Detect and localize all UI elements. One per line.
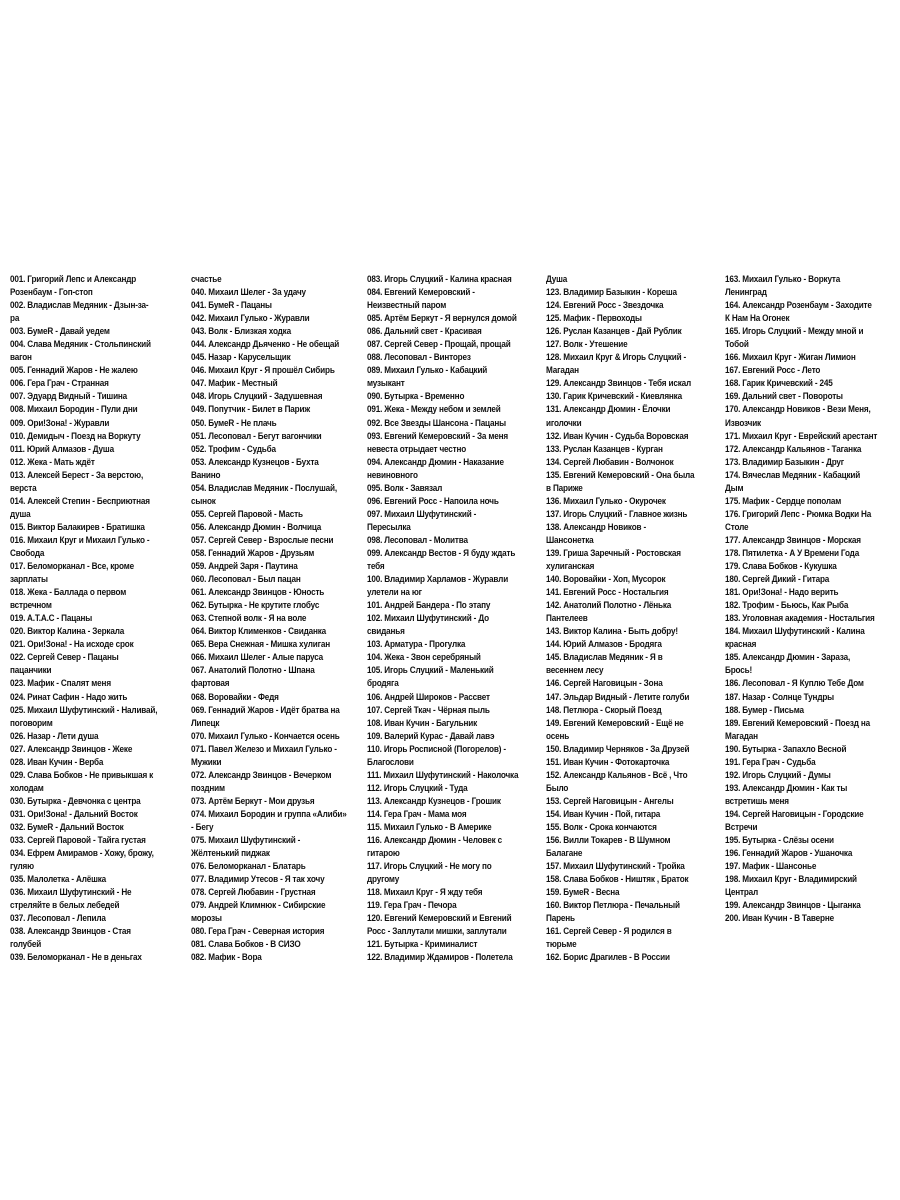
track-line: 130. Гарик Кричевский - Киевлянка — [546, 391, 682, 403]
track-line: Централ — [725, 887, 759, 899]
track-line: 062. Бутырка - Не крутите глобус — [191, 600, 320, 612]
track-line: 139. Гриша Заречный - Ростовская — [546, 547, 681, 559]
track-line: 018. Жека - Баллада о первом — [10, 587, 127, 599]
track-line: 044. Александр Дьяченко - Не обещай — [191, 339, 340, 351]
track-line: 179. Слава Бобков - Кукушка — [725, 561, 837, 573]
tracklist-column-3 — [367, 273, 518, 964]
track-line: 081. Слава Бобков - В СИЗО — [191, 939, 301, 951]
track-line: 056. Александр Дюмин - Волчица — [191, 521, 322, 533]
track-line: весеннем лесу — [546, 665, 604, 677]
track-line: 035. Малолетка - Алёшка — [10, 874, 107, 886]
track-line: 169. Дальний свет - Повороты — [725, 391, 843, 403]
track-line: 024. Ринат Сафин - Надо жить — [10, 691, 128, 703]
track-line: 158. Слава Бобков - Ништяк , Браток — [546, 874, 689, 886]
track-line: 073. Артём Беркут - Мои друзья — [191, 795, 315, 807]
track-line: 148. Петлюра - Скорый Поезд — [546, 704, 662, 716]
track-line: поздним — [191, 782, 225, 794]
track-line: бродяга — [367, 678, 399, 690]
track-line: Пересылка — [367, 521, 411, 533]
track-line: 019. A.T.A.C - Пацаны — [10, 613, 93, 625]
tracklist-column-2 — [191, 273, 347, 964]
track-line: 186. Лесоповал - Я Куплю Тебе Дом — [725, 678, 864, 690]
track-line: 132. Иван Кучин - Судьба Воровская — [546, 430, 689, 442]
track-line: 126. Руслан Казанцев - Дай Рублик — [546, 326, 682, 338]
track-line: Тобой — [725, 339, 749, 351]
track-line: 193. Александр Дюмин - Как ты — [725, 782, 848, 794]
track-line: 061. Александр Звинцов - Юность — [191, 587, 325, 599]
track-line: гитарою — [367, 848, 400, 860]
track-line: 048. Игорь Слуцкий - Задушевная — [191, 391, 323, 403]
track-line: 144. Юрий Алмазов - Бродяга — [546, 639, 662, 651]
track-line: 192. Игорь Слуцкий - Думы — [725, 769, 831, 781]
track-line: 123. Владимир Базыкин - Кореша — [546, 287, 677, 299]
track-line: 053. Александр Кузнецов - Бухта — [191, 456, 319, 468]
track-line: гуляю — [10, 861, 34, 873]
track-line: 004. Слава Медяник - Стольпинский — [10, 339, 151, 351]
track-line: 065. Вера Снежная - Мишка хулиган — [191, 639, 331, 651]
track-line: 141. Евгений Росс - Ностальгия — [546, 587, 669, 599]
track-line: Встречи — [725, 821, 758, 833]
track-line: Свобода — [10, 547, 45, 559]
track-line: Душа — [546, 274, 568, 285]
track-line: 120. Евгений Кемеровский и Евгений — [367, 913, 512, 925]
track-line: зарплаты — [10, 574, 48, 586]
track-line: 020. Виктор Калина - Зеркала — [10, 626, 125, 638]
track-line: 200. Иван Кучин - В Таверне — [725, 913, 834, 925]
track-line: фартовая — [191, 678, 230, 690]
track-line: 005. Геннадий Жаров - Не жалею — [10, 365, 138, 377]
track-line: Мужики — [191, 756, 222, 768]
track-line: 165. Игорь Слуцкий - Между мной и — [725, 326, 864, 338]
track-line: 171. Михаил Круг - Еврейский арестант — [725, 430, 878, 442]
track-line: 178. Пятилетка - А У Времени Года — [725, 547, 860, 559]
track-line: 136. Михаил Гулько - Окурочек — [546, 495, 666, 507]
track-line: 108. Иван Кучин - Багульник — [367, 717, 478, 729]
track-line: 063. Степной волк - Я на воле — [191, 613, 307, 625]
track-line: голубей — [10, 939, 42, 951]
track-line: 168. Гарик Кричевский - 245 — [725, 378, 833, 390]
track-line: 133. Руслан Казанцев - Курган — [546, 443, 663, 455]
track-line: 059. Андрей Заря - Паутина — [191, 561, 298, 573]
track-line: встречном — [10, 600, 52, 612]
track-line: 071. Павел Железо и Михаил Гулько - — [191, 743, 337, 755]
track-line: 034. Ефрем Амирамов - Хожу, брожу, — [10, 848, 154, 860]
track-line: 074. Михаил Бородин и группа «Алиби» — [191, 808, 347, 820]
track-line: 041. БумеR - Пацаны — [191, 300, 272, 312]
track-line: 113. Александр Кузнецов - Грошик — [367, 795, 501, 807]
track-line: 031. Ори!Зона! - Дальний Восток — [10, 808, 138, 820]
track-line: Пантелеев — [546, 613, 588, 625]
track-line: 052. Трофим - Судьба — [191, 443, 276, 455]
track-line: 078. Сергей Любавин - Грустная — [191, 887, 316, 899]
track-line: 198. Михаил Круг - Владимирский — [725, 874, 857, 886]
track-line: 068. Воровайки - Федя — [191, 691, 279, 703]
track-line: музыкант — [367, 378, 405, 390]
track-line: пацанчики — [10, 665, 52, 677]
track-line: 135. Евгений Кемеровский - Она была — [546, 469, 695, 481]
track-line: хулиганская — [546, 561, 595, 573]
track-line: 055. Сергей Паровой - Масть — [191, 508, 303, 520]
track-line: 188. Бумер - Письма — [725, 704, 804, 716]
track-line: 151. Иван Кучин - Фотокарточка — [546, 756, 670, 768]
track-line: Липецк — [191, 717, 220, 729]
track-line: 177. Александр Звинцов - Морская — [725, 534, 861, 546]
track-line: 033. Сергей Паровой - Тайга густая — [10, 835, 146, 847]
track-line: 163. Михаил Гулько - Воркута — [725, 274, 841, 285]
track-line: поговорим — [10, 717, 53, 729]
track-line: 051. Лесоповал - Бегут вагончики — [191, 430, 322, 442]
track-line: 111. Михаил Шуфутинский - Наколочка — [367, 769, 519, 781]
track-line: 162. Борис Драгилев - В России — [546, 952, 670, 964]
track-line: 180. Сергей Дикий - Гитара — [725, 574, 830, 586]
tracklist-column-1 — [10, 273, 157, 964]
track-line: 012. Жека - Мать ждёт — [10, 456, 95, 468]
track-line: 090. Бутырка - Временно — [367, 391, 465, 403]
track-line: 112. Игорь Слуцкий - Туда — [367, 782, 468, 794]
track-line: Ванино — [191, 469, 221, 481]
track-line: 194. Сергей Наговицын - Городские — [725, 808, 864, 820]
track-line: 110. Игорь Росписной (Погорелов) - — [367, 743, 506, 755]
track-line: 085. Артём Беркут - Я вернулся домой — [367, 313, 517, 325]
track-line: 128. Михаил Круг & Игорь Слуцкий - — [546, 352, 687, 364]
track-line: 047. Мафик - Местный — [191, 378, 278, 390]
track-line: 184. Михаил Шуфутинский - Калина — [725, 626, 865, 638]
track-line: Дым — [725, 482, 744, 494]
track-line: 183. Уголовная академия - Ностальгия — [725, 613, 875, 625]
track-line: 076. Беломорканал - Блатарь — [191, 861, 306, 873]
track-line: 038. Александр Звинцов - Стая — [10, 926, 131, 938]
track-line: Магадан — [546, 365, 579, 377]
track-line: Брось! — [725, 665, 753, 677]
track-line: 191. Гера Грач - Судьба — [725, 756, 816, 768]
track-line: 137. Игорь Слуцкий - Главное жизнь — [546, 508, 688, 520]
track-line: 087. Сергей Север - Прощай, прощай — [367, 339, 511, 351]
track-line: Магадан — [725, 730, 758, 742]
track-line: 150. Владимир Черняков - За Друзей — [546, 743, 690, 755]
track-line: 176. Григорий Лепс - Рюмка Водки На — [725, 508, 872, 520]
track-line: 175. Мафик - Сердце пополам — [725, 495, 842, 507]
tracklist-sheet — [10, 273, 890, 964]
track-line: Балагане — [546, 848, 583, 860]
track-line: 032. БумеR - Дальний Восток — [10, 821, 124, 833]
track-line: 091. Жека - Между небом и землей — [367, 404, 501, 416]
track-line: 187. Назар - Солнце Тундры — [725, 691, 834, 703]
track-line: 170. Александр Новиков - Вези Меня, — [725, 404, 871, 416]
track-line: 121. Бутырка - Криминалист — [367, 939, 478, 951]
track-line: 195. Бутырка - Слёзы осени — [725, 835, 834, 847]
track-line: 155. Волк - Срока кончаются — [546, 821, 657, 833]
track-line: сынок — [191, 495, 216, 507]
track-line: встретишь меня — [725, 795, 789, 807]
track-line: 030. Бутырка - Девчонка с центра — [10, 795, 141, 807]
track-line: 199. Александр Звинцов - Цыганка — [725, 900, 861, 912]
track-line: 134. Сергей Любавин - Волчонок — [546, 456, 674, 468]
track-line: 050. БумеR - Не плачь — [191, 417, 277, 429]
track-line: 097. Михаил Шуфутинский - — [367, 508, 477, 520]
track-line: 089. Михаил Гулько - Кабацкий — [367, 365, 488, 377]
track-line: 008. Михаил Бородин - Пули дни — [10, 404, 138, 416]
track-line: 138. Александр Новиков - — [546, 521, 647, 533]
track-line: Розенбаум - Гоп-стоп — [10, 287, 93, 299]
track-line: 189. Евгений Кемеровский - Поезд на — [725, 717, 870, 729]
track-line: 064. Виктор Клименков - Свиданка — [191, 626, 327, 638]
track-line: 083. Игорь Слуцкий - Калина красная — [367, 274, 512, 285]
track-line: 149. Евгений Кемеровский - Ещё не — [546, 717, 684, 729]
track-line: ра — [10, 313, 20, 325]
track-line: 181. Ори!Зона! - Надо верить — [725, 587, 839, 599]
track-line: 161. Сергей Север - Я родился в — [546, 926, 672, 938]
track-line: 096. Евгений Росс - Напоила ночь — [367, 495, 499, 507]
track-line: 079. Андрей Климнюк - Сибирские — [191, 900, 326, 912]
track-line: 040. Михаил Шелег - За удачу — [191, 287, 306, 299]
track-line: 159. БумеR - Весна — [546, 887, 620, 899]
track-line: 057. Сергей Север - Взрослые песни — [191, 534, 334, 546]
track-line: 182. Трофим - Бьюсь, Как Рыба — [725, 600, 849, 612]
track-line: 117. Игорь Слуцкий - Не могу по — [367, 861, 492, 873]
track-line: 060. Лесоповал - Был пацан — [191, 574, 301, 586]
track-line: Неизвестный паром — [367, 300, 447, 312]
track-line: 028. Иван Кучин - Верба — [10, 756, 104, 768]
track-line: 160. Виктор Петлюра - Печальный — [546, 900, 680, 912]
track-line: другому — [367, 874, 400, 886]
track-line: К Нам На Огонек — [725, 313, 790, 325]
track-line: 042. Михаил Гулько - Журавли — [191, 313, 310, 325]
track-line: 145. Владислав Медяник - Я в — [546, 652, 663, 664]
track-line: 003. БумеR - Давай уедем — [10, 326, 110, 338]
track-line: Жёлтенький пиджак — [191, 848, 270, 860]
track-line: 131. Александр Дюмин - Ёлочки — [546, 404, 671, 416]
track-line: 164. Александр Розенбаум - Заходите — [725, 300, 872, 312]
track-line: 094. Александр Дюмин - Наказание — [367, 456, 504, 468]
track-line: 026. Назар - Лети душа — [10, 730, 99, 742]
track-line: тебя — [367, 561, 385, 573]
track-line: стреляйте в белых лебедей — [10, 900, 120, 912]
track-line: Было — [546, 782, 569, 794]
track-line: осень — [546, 730, 570, 742]
track-line: - Бегу — [191, 821, 214, 833]
track-line: свиданья — [367, 626, 405, 638]
track-line: 153. Сергей Наговицын - Ангелы — [546, 795, 674, 807]
track-line: 036. Михаил Шуфутинский - Не — [10, 887, 132, 899]
track-line: 015. Виктор Балакирев - Братишка — [10, 521, 145, 533]
track-line: 007. Эдуард Видный - Тишина — [10, 391, 128, 403]
track-line: 006. Гера Грач - Странная — [10, 378, 109, 390]
track-line: 197. Мафик - Шансонье — [725, 861, 817, 873]
track-line: 101. Андрей Бандера - По этапу — [367, 600, 491, 612]
track-line: 045. Назар - Карусельщик — [191, 352, 291, 364]
track-line: 093. Евгений Кемеровский - За меня — [367, 430, 508, 442]
track-line: 002. Владислав Медяник - Дзын-за- — [10, 300, 149, 312]
track-line: 142. Анатолий Полотно - Лёнька — [546, 600, 672, 612]
track-line: 146. Сергей Наговицын - Зона — [546, 678, 663, 690]
track-line: 037. Лесоповал - Лепила — [10, 913, 106, 925]
track-line: 054. Владислав Медяник - Послушай, — [191, 482, 337, 494]
track-line: 067. Анатолий Полотно - Шпана — [191, 665, 315, 677]
track-line: 023. Мафик - Спалят меня — [10, 678, 111, 690]
track-line: 157. Михаил Шуфутинский - Тройка — [546, 861, 685, 873]
track-line: 114. Гера Грач - Мама моя — [367, 808, 467, 820]
track-line: Столе — [725, 521, 749, 533]
track-line: красная — [725, 639, 757, 651]
track-line: 118. Михаил Круг - Я жду тебя — [367, 887, 483, 899]
track-line: 105. Игорь Слуцкий - Маленький — [367, 665, 494, 677]
track-line: невиновного — [367, 469, 418, 481]
track-line: 100. Владимир Харламов - Журавли — [367, 574, 509, 586]
track-line: 196. Геннадий Жаров - Ушаночка — [725, 848, 853, 860]
track-line: 116. Александр Дюмин - Человек с — [367, 835, 502, 847]
track-line: 099. Александр Вестов - Я буду ждать — [367, 547, 516, 559]
track-line: 129. Александр Звинцов - Тебя искал — [546, 378, 692, 390]
track-line: 014. Алексей Степин - Бесприютная — [10, 495, 150, 507]
track-line: 086. Дальний свет - Красивая — [367, 326, 482, 338]
track-line: Росс - Заплутали мишки, заплутали — [367, 926, 507, 938]
track-line: 103. Арматура - Прогулка — [367, 639, 466, 651]
track-line: 109. Валерий Курас - Давай лавэ — [367, 730, 495, 742]
track-line: 075. Михаил Шуфутинский - — [191, 835, 301, 847]
tracklist-column-4 — [546, 273, 694, 964]
track-line: вагон — [10, 352, 32, 364]
track-line: счастье — [191, 274, 222, 285]
track-line: морозы — [191, 913, 222, 925]
track-line: 167. Евгений Росс - Лето — [725, 365, 821, 377]
track-line: в Париже — [546, 482, 583, 494]
track-line: 001. Григорий Лепс и Александр — [10, 274, 137, 285]
track-line: 185. Александр Дюмин - Зараза, — [725, 652, 851, 664]
track-line: Ленинград — [725, 287, 767, 299]
track-line: 124. Евгений Росс - Звездочка — [546, 300, 664, 312]
track-line: 043. Волк - Близкая ходка — [191, 326, 291, 338]
track-line: 084. Евгений Кемеровский - — [367, 287, 475, 299]
track-line: 011. Юрий Алмазов - Душа — [10, 443, 114, 455]
track-line: 122. Владимир Ждамиров - Полетела — [367, 952, 513, 964]
track-line: 016. Михаил Круг и Михаил Гулько - — [10, 534, 150, 546]
track-line: 154. Иван Кучин - Пой, гитара — [546, 808, 661, 820]
track-line: 172. Александр Кальянов - Таганка — [725, 443, 862, 455]
track-line: Шансонетка — [546, 534, 594, 546]
tracklist-column-5 — [725, 273, 877, 925]
track-line: 027. Александр Звинцов - Жеке — [10, 743, 133, 755]
track-line: 174. Вячеслав Медяник - Кабацкий — [725, 469, 861, 481]
track-line: душа — [10, 508, 31, 520]
track-line: 009. Ори!Зона! - Журавли — [10, 417, 110, 429]
track-line: 107. Сергей Ткач - Чёрная пыль — [367, 704, 490, 716]
track-line: верста — [10, 482, 37, 494]
track-line: 127. Волк - Утешение — [546, 339, 628, 351]
track-line: 025. Михаил Шуфутинский - Наливай, — [10, 704, 158, 716]
track-line: 082. Мафик - Вора — [191, 952, 262, 964]
track-line: 021. Ори!Зона! - На исходе срок — [10, 639, 134, 651]
track-line: 104. Жека - Звон серебряный — [367, 652, 481, 664]
track-line: 190. Бутырка - Запахло Весной — [725, 743, 847, 755]
track-line: 046. Михаил Круг - Я прошёл Сибирь — [191, 365, 335, 377]
track-line: 010. Демидыч - Поезд на Воркуту — [10, 430, 141, 442]
track-line: 069. Геннадий Жаров - Идёт братва на — [191, 704, 340, 716]
track-line: Извозчик — [725, 417, 761, 429]
track-line: 115. Михаил Гулько - В Америке — [367, 821, 492, 833]
track-line: 143. Виктор Калина - Быть добру! — [546, 626, 678, 638]
track-line: 077. Владимир Утесов - Я так хочу — [191, 874, 325, 886]
track-line: Благослови — [367, 756, 414, 768]
track-line: 017. Беломорканал - Все, кроме — [10, 561, 134, 573]
track-line: 080. Гера Грач - Северная история — [191, 926, 325, 938]
track-line: 013. Алексей Берест - За верстою, — [10, 469, 144, 481]
track-line: 119. Гера Грач - Печора — [367, 900, 457, 912]
track-line: 095. Волк - Завязал — [367, 482, 443, 494]
track-line: 088. Лесоповал - Винторез — [367, 352, 471, 364]
track-line: 072. Александр Звинцов - Вечерком — [191, 769, 332, 781]
track-line: 022. Сергей Север - Пацаны — [10, 652, 119, 664]
track-line: 173. Владимир Базыкин - Друг — [725, 456, 845, 468]
track-line: иголочки — [546, 417, 582, 429]
track-line: 049. Попутчик - Билет в Париж — [191, 404, 310, 416]
track-line: 125. Мафик - Первоходы — [546, 313, 642, 325]
track-line: 098. Лесоповал - Молитва — [367, 534, 468, 546]
track-line: 156. Вилли Токарев - В Шумном — [546, 835, 671, 847]
track-line: улетели на юг — [367, 587, 422, 599]
track-line: невеста отрыдает честно — [367, 443, 467, 455]
track-line: 166. Михаил Круг - Жиган Лимион — [725, 352, 856, 364]
track-line: 029. Слава Бобков - Не привыкшая к — [10, 769, 154, 781]
track-line: 147. Эльдар Видный - Летите голуби — [546, 691, 690, 703]
track-line: Парень — [546, 913, 575, 925]
track-line: 066. Михаил Шелег - Алые паруса — [191, 652, 324, 664]
track-line: 058. Геннадий Жаров - Друзьям — [191, 547, 315, 559]
track-line: 152. Александр Кальянов - Всё , Что — [546, 769, 688, 781]
track-line: 039. Беломорканал - Не в деньгах — [10, 952, 142, 964]
track-line: 070. Михаил Гулько - Кончается осень — [191, 730, 340, 742]
track-line: 106. Андрей Широков - Рассвет — [367, 691, 490, 703]
track-line: 102. Михаил Шуфутинский - До — [367, 613, 489, 625]
track-line: 092. Все Звезды Шансона - Пацаны — [367, 417, 506, 429]
track-line: тюрьме — [546, 939, 577, 951]
track-line: 140. Воровайки - Хоп, Мусорок — [546, 574, 666, 586]
track-line: холодам — [10, 782, 44, 794]
